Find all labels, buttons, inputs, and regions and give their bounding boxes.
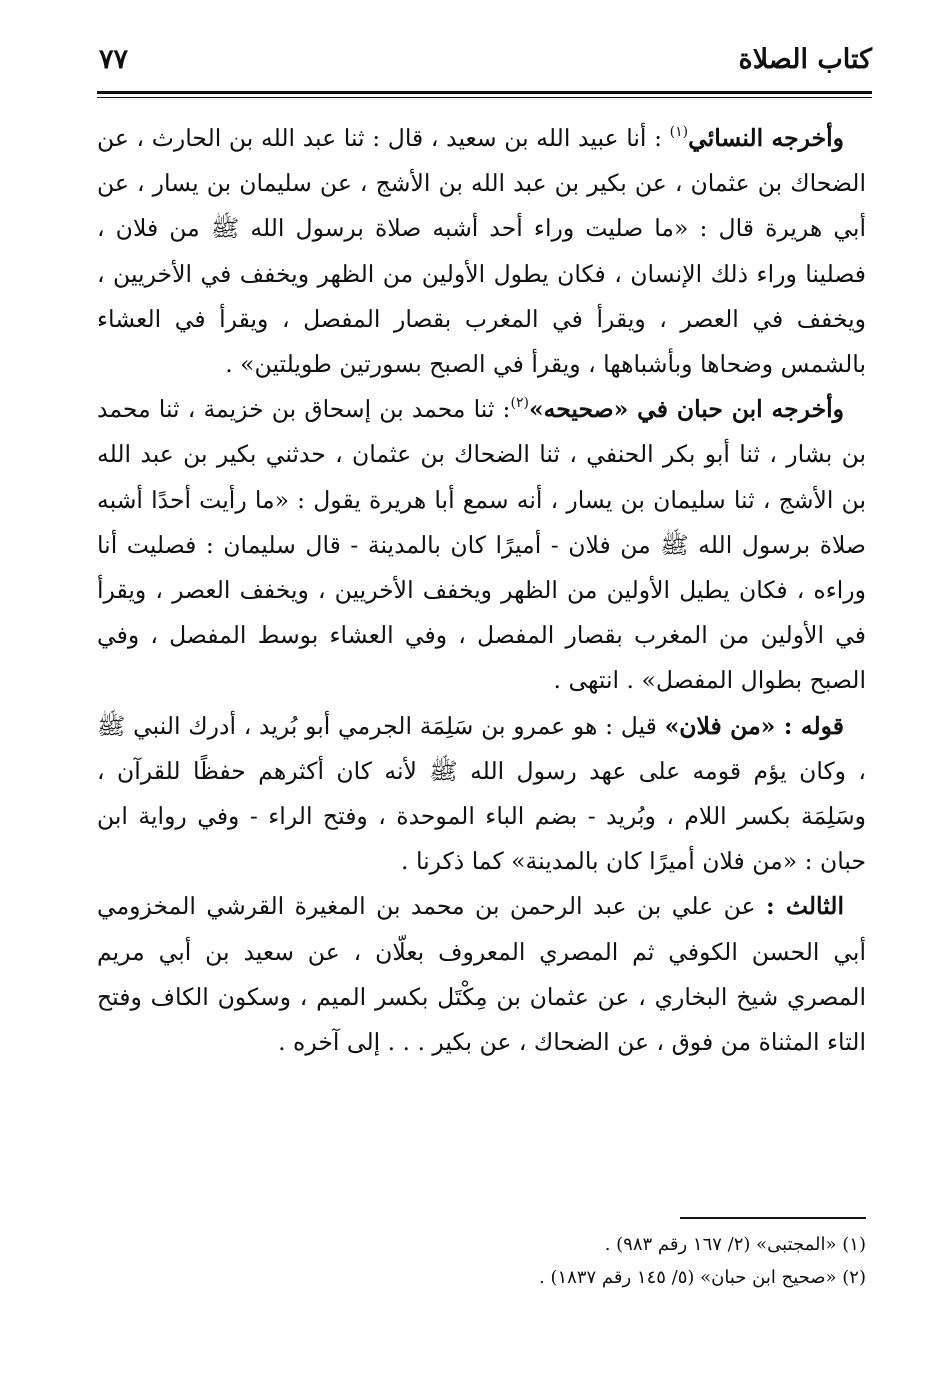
footnote-1: (١) «المجتبى» (٢/ ١٦٧ رقم ٩٨٣) . — [604, 1234, 866, 1255]
page-number: ٧٧ — [99, 44, 129, 75]
paragraph-third — [97, 884, 866, 1065]
header-rule-thin — [97, 97, 872, 98]
chapter-title: كتاب الصلاة — [738, 44, 872, 75]
paragraph-label: وأخرجه النسائي — [688, 124, 844, 152]
body-text — [97, 116, 866, 1065]
header-rule — [97, 91, 872, 94]
paragraph-nasai — [97, 116, 866, 387]
footnote-2: (٢) «صحيح ابن حبان» (٥/ ١٤٥ رقم ١٨٣٧) . — [539, 1267, 866, 1288]
paragraph-text: قيل : هو عمرو بن سَلِمَة الجرمي أبو بُريد ، أدرك النبي ﷺ ، وكان يؤم قومه على عهد رسول الله ﷺ لأنه كان أكثرهم حفظًا للقرآن ، وسَلِمَة بكسر اللام ، وبُريد - بضم الباء الموحدة ، وفتح الراء - وفي رواية ابن حبان : «من فلان أميرًا كان بالمدينة» كما ذكرنا . — [97, 711, 866, 876]
page-header — [97, 40, 872, 90]
footnotes — [97, 1228, 866, 1294]
paragraph-text: عن علي بن عبد الرحمن بن محمد بن المغيرة القرشي المخزومي أبي الحسن الكوفي ثم المصري المعروف بعلّان ، عن سعيد بن أبي مريم المصري شيخ البخاري ، عن عثمان بن مِكْتَل بكسر الميم ، وسكون الكاف وفتح التاء المثناة من فوق ، عن الضحاك ، عن بكير . . . إلى آخره . — [97, 892, 866, 1057]
paragraph-text: : أنا عبيد الله بن سعيد ، قال : ثنا عبد الله بن الحارث ، عن الضحاك بن عثمان ، عن بكير بن عبد الله بن الأشج ، عن سليمان بن يسار ، عن أبي هريرة قال : «ما صليت وراء أحد أشبه صلاة برسول الله ﷺ من فلان ، فصلينا وراء ذلك الإنسان ، فكان يطول الأولين من الظهر ويخفف في الأخريين ، ويخفف في العصر ، ويقرأ في المغرب بقصار المفصل ، ويقرأ في العشاء بالشمس وضحاها وبأشباهها ، ويقرأ في الصبح بسورتين طويلتين» . — [97, 124, 866, 379]
paragraph-label: قوله : «من فلان» — [664, 711, 845, 740]
paragraph-ibn-hibban — [97, 387, 866, 703]
paragraph-min-fulan — [97, 704, 866, 885]
footnote-ref[interactable]: (١) — [669, 124, 689, 140]
paragraph-label: الثالث : — [765, 892, 844, 921]
footnote-rule — [680, 1217, 866, 1219]
paragraph-label: وأخرجه ابن حبان في «صحيحه» — [528, 395, 844, 424]
paragraph-text: : ثنا محمد بن إسحاق بن خزيمة ، ثنا محمد بن بشار ، ثنا أبو بكر الحنفي ، ثنا الضحاك بن عثمان ، حدثني بكير بن عبد الله بن الأشج ، ثنا سليمان بن يسار ، أنه سمع أبا هريرة يقول : «ما رأيت أحدًا أشبه صلاة برسول الله ﷺ من فلان - أميرًا كان بالمدينة - قال سليمان : فصليت أنا وراءه ، فكان يطيل الأولين من الظهر ويخفف الأخريين ، ويخفف العصر ، ويقرأ في الأولين من المغرب بقصار المفصل ، وفي العشاء بوسط المفصل ، وفي الصبح بطوال المفصل» . انتهى . — [97, 395, 866, 695]
footnote-ref[interactable]: (٢) — [510, 395, 529, 412]
